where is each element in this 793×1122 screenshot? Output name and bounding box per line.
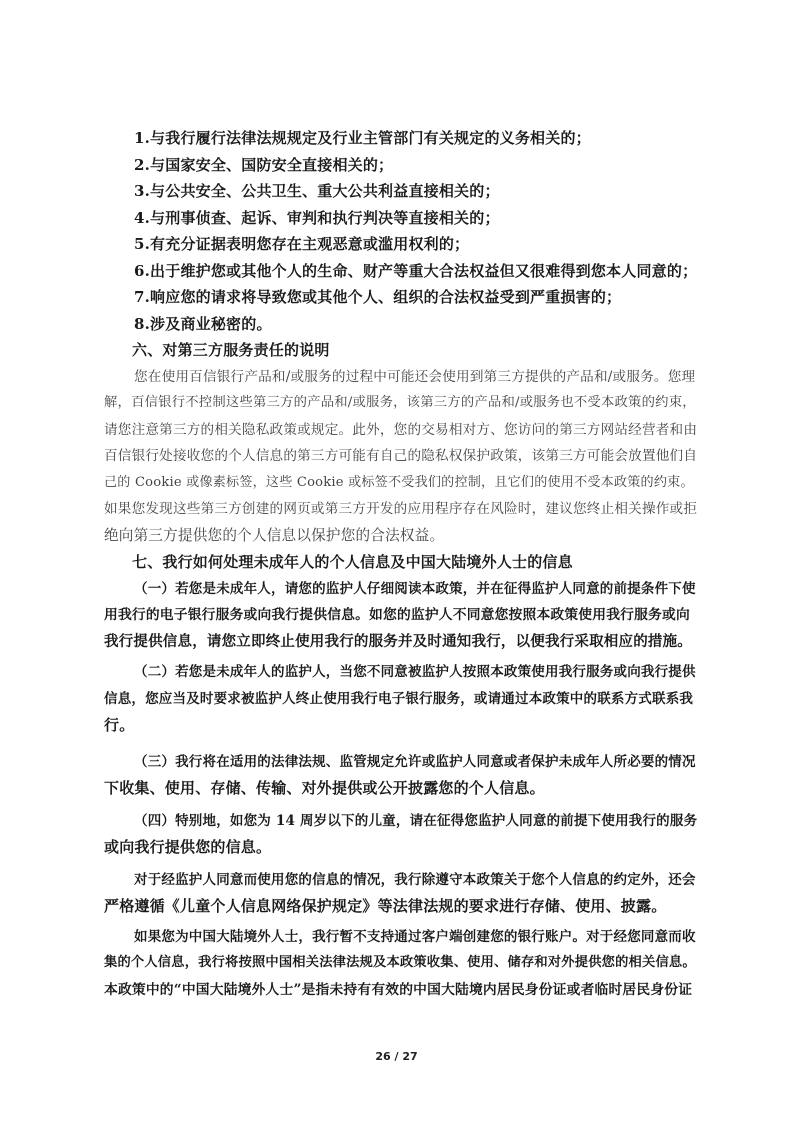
paragraph-line: 信息，您应当及时要求被监护人终止使用我行电子银行服务，或请通过本政策中的联系方式联系我 [104,690,694,707]
paragraph-line: 百信银行处接收您的个人信息的第三方可能有自己的隐私权保护政策，该第三方可能会放置他们自 [104,448,698,464]
list-item: 4.与刑事侦查、起诉、审判和执行判决等直接相关的； [134,208,500,227]
paragraph-line: 集的个人信息，我行将按照中国相关法律法规及本政策收集、使用、储存和对外提供您的相关信息。 [104,955,696,970]
paragraph-line: 对于经监护人同意而使用您的信息的情况，我行除遵守本政策关于您个人信息的约定外，还会 [134,871,696,888]
paragraph-line: 或向我行提供您的信息。 [104,838,272,856]
paragraph-line: 我行提供信息，请您立即终止使用我行的服务并及时通知我行，以便我行采取相应的措施。 [104,632,692,650]
paragraph-line: 如果您为中国大陆境外人士，我行暂不支持通过客户端创建您的银行账户。对于经您同意而收 [134,928,696,945]
paragraph-line: 严格遵循《儿童个人信息网络保护规定》等法律法规的要求进行存储、使用、披露。 [104,897,667,915]
paragraph-line: 您在使用百信银行产品和/或服务的过程中可能还会使用到第三方提供的产品和/或服务。您理 [134,368,696,385]
list-item: 1.与我行履行法律法规规定及行业主管部门有关规定的义务相关的； [134,129,591,147]
paragraph-line: 如果您发现这些第三方创建的网页或第三方开发的应用程序存在风险时，建议您终止相关操作或拒 [104,501,698,517]
document-body [104,125,698,1003]
paragraph-line: 行。 [104,716,135,734]
paragraph-line: （二）若您是未成年人的监护人，当您不同意被监护人按照本政策使用我行服务或向我行提供 [134,664,696,680]
paragraph-line: （四）特别地，如您为 14 周岁以下的儿童，请在征得您监护人同意的前提下使用我行的服务 [134,812,698,829]
paragraph-line: （一）若您是未成年人，请您的监护人仔细阅读本政策，并在征得监护人同意的前提条件下使 [134,580,696,597]
section-heading: 七、我行如何处理未成年人的个人信息及中国大陆境外人士的信息 [132,553,573,571]
paragraph-line: （三）我行将在适用的法律法规、监管规定允许或监护人同意或者保护未成年人所必要的情况 [134,753,696,770]
list-item: 2.与国家安全、国防安全直接相关的； [134,155,394,174]
paragraph-line: 请您注意第三方的相关隐私政策或规定。此外，您的交易相对方、您访问的第三方网站经营者和由 [104,421,698,438]
paragraph-line: 绝向第三方提供您的个人信息以保护您的合法权益。 [104,526,445,544]
paragraph-line: 用我行的电子银行服务或向我行提供信息。如您的监护人不同意您按照本政策使用我行服务或向 [104,607,690,623]
page-number: 26 / 27 [375,1050,418,1063]
paragraph-line: 下收集、使用、存储、传输、对外提供或公开披露您的个人信息。 [104,779,545,797]
paragraph-line: 本政策中的“中国大陆境外人士”是指未持有有效的中国大陆境内居民身份证或者临时居民身份证 [104,981,693,998]
list-item: 8.涉及商业秘密的。 [134,314,272,333]
list-item: 3.与公共安全、公共卫生、重大公共利益直接相关的； [134,182,500,200]
list-item: 6.出于维护您或其他个人的生命、财产等重大合法权益但又很难得到您本人同意的； [134,261,698,280]
paragraph-line: 解，百信银行不控制这些第三方的产品和/或服务，该第三方的产品和/或服务也不受本政策的约束， [104,395,696,410]
section-heading: 六、对第三方服务责任的说明 [132,341,330,359]
paragraph-line: 己的 Cookie 或像素标签，这些 Cookie 或标签不受我们的控制，且它们的使用不受本政策的约束。 [104,474,694,490]
list-item: 7.响应您的请求将导致您或其他个人、组织的合法权益受到严重损害的； [134,288,622,306]
list-item: 5.有充分证据表明您存在主观恶意或滥用权利的； [134,235,470,253]
